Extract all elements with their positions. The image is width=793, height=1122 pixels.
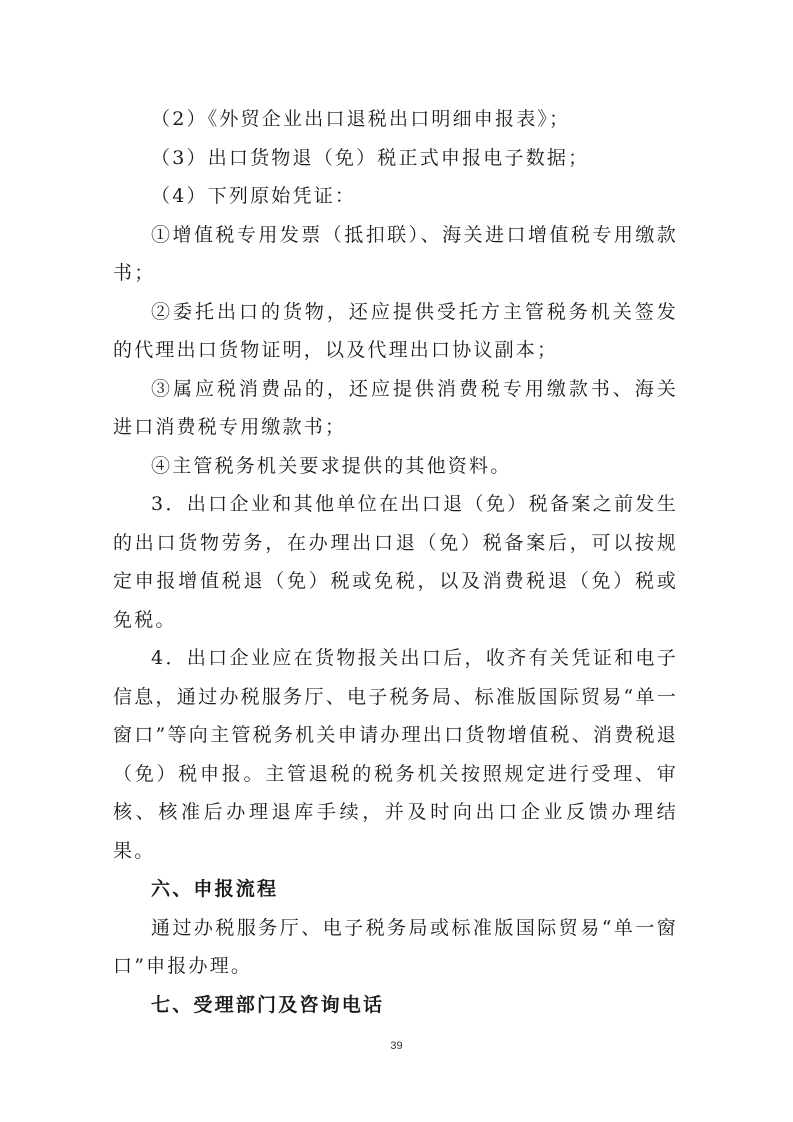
voucher-item-2: ②委托出口的货物，还应提供受托方主管税务机关签发的代理出口货物证明，以及代理出口协议副本； (113, 300, 678, 361)
voucher-item-1: ①增值税专用发票（抵扣联）、海关进口增值税专用缴款书； (113, 223, 678, 284)
declaration-process-paragraph: 通过办税服务厅、电子税务局或标准版国际贸易“单一窗口”申报办理。 (113, 916, 678, 977)
section-heading-departments-contact: 七、受理部门及咨询电话 (151, 993, 385, 1016)
list-item-3: （3）出口货物退（免）税正式申报电子数据； (151, 146, 590, 169)
list-item-2: （2）《外贸企业出口退税出口明细申报表》； (151, 108, 571, 130)
section-heading-declaration-process: 六、申报流程 (151, 878, 279, 900)
list-item-4: （4）下列原始凭证： (151, 185, 357, 207)
section-paragraph-3: 3．出口企业和其他单位在出口退（免）税备案之前发生的出口货物劳务，在办理出口退（免）税备案后，可以按规定申报增值税退（免）税或免税，以及消费税退（免）税或免税。 (113, 493, 678, 631)
page-number: 39 (390, 1040, 403, 1052)
voucher-item-3: ③属应税消费品的，还应提供消费税专用缴款书、海关进口消费税专用缴款书； (113, 377, 678, 438)
section-paragraph-4: 4．出口企业应在货物报关出口后，收齐有关凭证和电子信息，通过办税服务厅、电子税务局、标准版国际贸易“单一窗口”等向主管税务机关申请办理出口货物增值税、消费税退（免）税申报。主管退税的税务机关按照规定进行受理、审核、核准后办理退库手续，并及时向出口企业反馈办理结果。 (113, 647, 678, 862)
document-body (113, 100, 678, 1024)
voucher-item-4: ④主管税务机关要求提供的其他资料。 (151, 454, 512, 477)
